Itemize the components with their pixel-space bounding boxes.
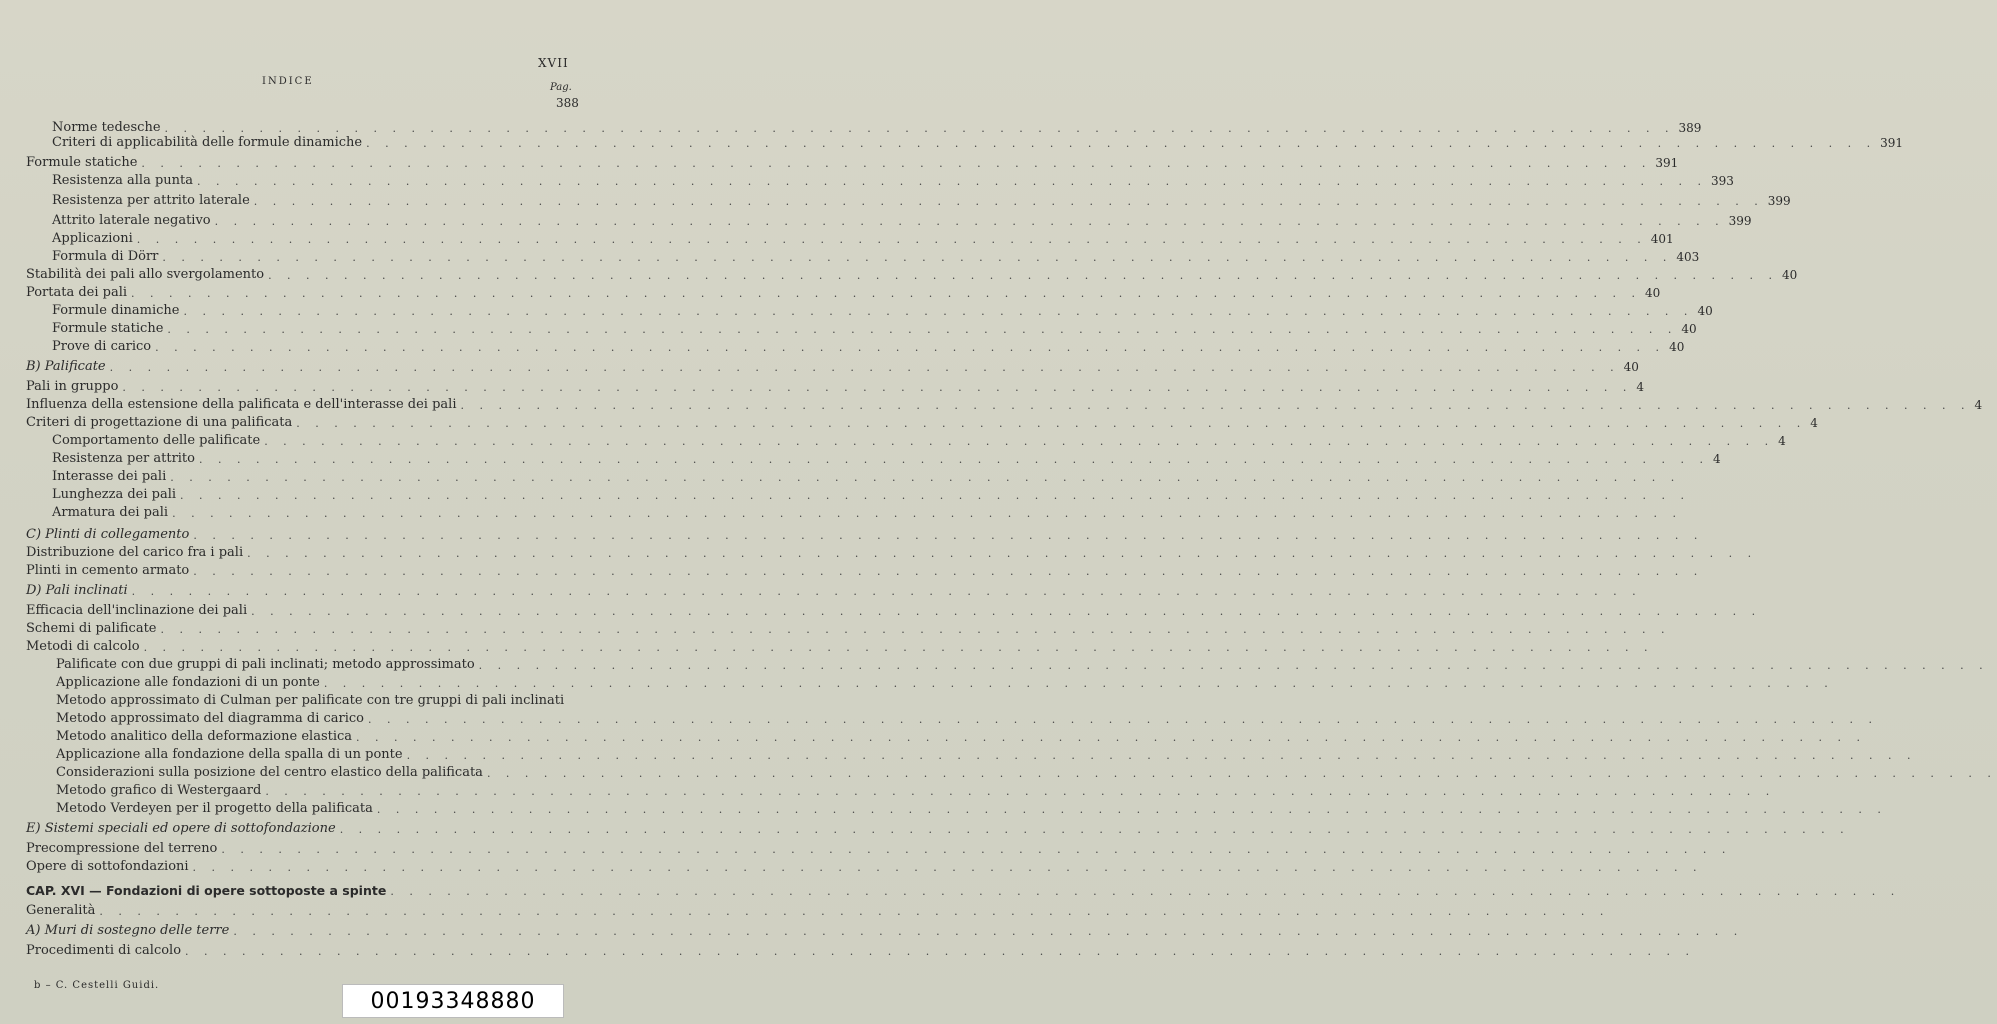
leader-dots: . . . . . . . . . . . . . . . . . . . . . . . . . . . . . . . . . . . . . . . . . . . . . . . . . . . . . . . . . . . . . . . . . . . . . . . . . . . . . . . . bbox=[183, 305, 1694, 318]
leader-dots: . . . . . . . . . . . . . . . . . . . . . . . . . . . . . . . . . . . . . . . . . . . . . . . . . . . . . . . . . . . . . . . . . . . . . . . . . . . . . . . . bbox=[253, 195, 1764, 208]
leader-dots: . . . . . . . . . . . . . . . . . . . . . . . . . . . . . . . . . . . . . . . . . . . . . . . . . . . . . . . . . . . . . . . . . . . . . . . . . . . . . . . . bbox=[390, 885, 1901, 898]
catalog-number-label: 00193348880 bbox=[342, 984, 564, 1018]
toc-entry-title: Metodo Verdeyen per il progetto della palificata bbox=[56, 801, 373, 816]
leader-dots: . . . . . . . . . . . . . . . . . . . . . . . . . . . . . . . . . . . . . . . . . . . . . . . . . . . . . . . . . . . . . . . . . . . . . . . . . . . . . . . . bbox=[170, 471, 1681, 484]
toc-entry-title: Attrito laterale negativo bbox=[52, 213, 211, 228]
toc-entry-page: 40 bbox=[1782, 268, 1798, 282]
toc-entry-title: Prove di carico bbox=[52, 339, 152, 354]
toc-entry bbox=[26, 880, 1901, 898]
toc-entry bbox=[26, 636, 1654, 654]
leader-dots: . . . . . . . . . . . . . . . . . . . . . . . . . . . . . . . . . . . . . . . . . . . . . . . . . . . . . . . . . . . . . . . . . . . . . . . . . . . . . . . . bbox=[180, 489, 1691, 502]
leader-dots: . . . . . . . . . . . . . . . . . . . . . . . . . . . . . . . . . . . . . . . . . . . . . . . . . . . . . . . . . . . . . . . . . . . . . . . . . . . . . . . . bbox=[247, 547, 1758, 560]
leader-dots: . . . . . . . . . . . . . . . . . . . . . . . . . . . . . . . . . . . . . . . . . . . . . . . . . . . . . . . . . . . . . . . . . . . . . . . . . . . . . . . . bbox=[268, 269, 1779, 282]
toc-entry-title: Pali in gruppo bbox=[26, 379, 119, 394]
toc-entry bbox=[26, 900, 1610, 918]
toc-entry-title: Opere di sottofondazioni bbox=[26, 859, 189, 874]
leader-dots: . . . . . . . . . . . . . . . . . . . . . . . . . . . . . . . . . . . . . . . . . . . . . . . . . . . . . . . . . . . . . . . . . . . . . . . . . . . . . . . . bbox=[162, 251, 1673, 264]
leader-dots: . . . . . . . . . . . . . . . . . . . . . . . . . . . . . . . . . . . . . . . . . . . . . . . . . . . . . . . . . . . . . . . . . . . . . . . . . . . . . . . . bbox=[131, 287, 1642, 300]
leader-dots: . . . . . . . . . . . . . . . . . . . . . . . . . . . . . . . . . . . . . . . . . . . . . . . . . . . . . . . . . . . . . . . . . . . . . . . . . . . . . . . . bbox=[172, 507, 1683, 520]
page-number: XVII bbox=[538, 56, 569, 70]
toc-entry-title: Metodo grafico di Westergaard bbox=[56, 783, 262, 798]
toc-entry-page: 391 bbox=[1880, 136, 1903, 150]
toc-entry bbox=[52, 336, 1685, 354]
leader-dots: . . . . . . . . . . . . . . . . . . . . . . . . . . . . . . . . . . . . . . . . . . . . . . . . . . . . . . . . . . . . . . . . . . . . . . . . . . . . . . . . bbox=[251, 605, 1762, 618]
toc-entry bbox=[56, 798, 1887, 816]
toc-entry bbox=[52, 448, 1721, 466]
toc-entry bbox=[26, 152, 1679, 170]
toc-entry-title: Portata dei pali bbox=[26, 285, 128, 300]
leader-dots: . . . . . . . . . . . . . . . . . . . . . . . . . . . . . . . . . . . . . . . . . . . . . . . . . . . . . . . . . . . . . . . . . . . . . . . . . . . . . . . . bbox=[214, 215, 1725, 228]
leader-dots: . . . . . . . . . . . . . . . . . . . . . . . . . . . . . . . . . . . . . . . . . . . . . . . . . . . . . . . . . . . . . . . . . . . . . . . . . . . . . . . . bbox=[155, 341, 1666, 354]
toc-entry bbox=[52, 430, 1786, 448]
toc-entry bbox=[26, 542, 1758, 560]
toc-entry-title: Metodo analitico della deformazione elastica bbox=[56, 729, 353, 744]
toc-entry-page: 4 bbox=[1974, 398, 1983, 412]
leader-dots: . . . . . . . . . . . . . . . . . . . . . . . . . . . . . . . . . . . . . . . . . . . . . . . . . . . . . . . . . . . . . . . . . . . . . . . . . . . . . . . . bbox=[376, 803, 1887, 816]
leader-dots: . . . . . . . . . . . . . . . . . . . . . . . . . . . . . . . . . . . . . . . . . . . . . . . . . . . . . . . . . . . . . . . . . . . . . . . . . . . . . . . . bbox=[143, 641, 1654, 654]
leader-dots: . . . . . . . . . . . . . . . . . . . . . . . . . . . . . . . . . . . . . . . . . . . . . . . . . . . . . . . . . . . . . . . . . . . . . . . . . . . . . . . . bbox=[366, 137, 1877, 150]
toc-entry bbox=[26, 524, 1704, 542]
toc-entry-title: Procedimenti di calcolo bbox=[26, 943, 182, 958]
toc-entry-page: 4 bbox=[1810, 416, 1818, 430]
toc-entry bbox=[56, 672, 1834, 690]
toc-entry-title: Distribuzione del carico fra i pali bbox=[26, 545, 244, 560]
toc-entry-page: 403 bbox=[1676, 250, 1700, 264]
toc-entry-title: Metodo approssimato del diagramma di carico bbox=[56, 711, 365, 726]
leader-dots: . . . . . . . . . . . . . . . . . . . . . . . . . . . . . . . . . . . . . . . . . . . . . . . . . . . . . . . . . . . . . . . . . . . . . . . . . . . . . . . . bbox=[160, 623, 1671, 636]
toc-entry-page: 40 bbox=[1697, 304, 1713, 318]
toc-entry bbox=[56, 780, 1776, 798]
toc-entry-title: Considerazioni sulla posizione del centro elastico della palificata bbox=[56, 765, 483, 780]
toc-entry bbox=[26, 560, 1704, 578]
toc-entry-page: 4 bbox=[1778, 434, 1786, 448]
toc-entry-title: Formule statiche bbox=[26, 155, 138, 170]
leader-dots: . . . . . . . . . . . . . . . . . . . . . . . . . . . . . . . . . . . . . . . . . . . . . . . . . . . . . . . . . . . . . . . . . . . . . . . . . . . . . . . . bbox=[192, 861, 1703, 874]
toc-entry bbox=[26, 356, 1639, 374]
leader-dots: . . . . . . . . . . . . . . . . . . . . . . . . . . . . . . . . . . . . . . . . . . . . . . . . . . . . . . . . . . . . . . . . . . . . . . . . . . . . . . . . bbox=[296, 417, 1807, 430]
toc-entry bbox=[26, 838, 1732, 856]
toc-entry bbox=[26, 376, 1645, 394]
leader-dots: . . . . . . . . . . . . . . . . . . . . . . . . . . . . . . . . . . . . . . . . . . . . . . . . . . . . . . . . . . . . . . . . . . . . . . . . . . . . . . . . bbox=[460, 399, 1971, 412]
leader-dots: . . . . . . . . . . . . . . . . . . . . . . . . . . . . . . . . . . . . . . . . . . . . . . . . . . . . . . . . . . . . . . . . . . . . . . . . . . . . . . . . bbox=[199, 453, 1709, 466]
leader-dots: . . . . . . . . . . . . . . . . . . . . . . . . . . . . . . . . . . . . . . . . . . . . . . . . . . . . . . . . . . . . . . . . . . . . . . . . . . . . . . . . bbox=[185, 945, 1696, 958]
leader-dots: . . . . . . . . . . . . . . . . . . . . . . . . . . . . . . . . . . . . . . . . . . . . . . . . . . . . . . . . . . . . . . . . . . . . . . . . . . . . . . . . bbox=[141, 157, 1652, 170]
toc-entry-title: Armatura dei pali bbox=[52, 505, 169, 520]
toc-entry-page: 388 bbox=[556, 96, 579, 110]
toc-entry-title: A) Muri di sostegno delle terre bbox=[26, 923, 230, 938]
toc-entry-page: 393 bbox=[1710, 174, 1734, 188]
toc-entry bbox=[52, 466, 1681, 484]
toc-entry-title: Applicazione alla fondazione della spalla di un ponte bbox=[56, 747, 403, 762]
toc-entry bbox=[52, 132, 1903, 150]
toc-entry-title: Efficacia dell'inclinazione dei pali bbox=[26, 603, 248, 618]
toc-entry bbox=[52, 484, 1691, 502]
toc-entry-title: Resistenza per attrito laterale bbox=[52, 193, 250, 208]
toc-entry bbox=[52, 300, 1713, 318]
leader-dots: . . . . . . . . . . . . . . . . . . . . . . . . . . . . . . . . . . . . . . . . . . . . . . . . . . . . . . . . . . . . . . . . . . . . . . . . . . . . . . . . bbox=[109, 361, 1620, 374]
leader-dots: . . . . . . . . . . . . . . . . . . . . . . . . . . . . . . . . . . . . . . . . . . . . . . . . . . . . . . . . . . . . . . . . . . . . . . . . . . . . . . . . bbox=[167, 323, 1678, 336]
toc-entry bbox=[52, 502, 1683, 520]
toc-entry-title: B) Palificate bbox=[26, 359, 106, 374]
toc-entry bbox=[56, 726, 1866, 744]
leader-dots: . . . . . . . . . . . . . . . . . . . . . . . . . . . . . . . . . . . . . . . . . . . . . . . . . . . . . . . . . . . . . . . . . . . . . . . . . . . . . . . . bbox=[122, 381, 1633, 394]
toc-entry-title: Precompressione del terreno bbox=[26, 841, 218, 856]
toc-entry-title: Formula di Dörr bbox=[52, 249, 159, 264]
toc-entry-page: 40 bbox=[1681, 322, 1697, 336]
toc-entry bbox=[56, 744, 1917, 762]
toc-entry bbox=[52, 170, 1734, 188]
toc-entry-page: 399 bbox=[1767, 194, 1791, 208]
toc-entry bbox=[26, 818, 1850, 836]
toc-entry-title: Applicazioni bbox=[52, 231, 133, 246]
toc-entry bbox=[52, 318, 1697, 336]
toc-entry-page: 40 bbox=[1623, 360, 1639, 374]
toc-entry-title: Criteri di progettazione di una palificata bbox=[26, 415, 293, 430]
toc-entry bbox=[556, 92, 579, 110]
toc-entry bbox=[26, 394, 1983, 412]
leader-dots: . . . . . . . . . . . . . . . . . . . . . . . . . . . . . . . . . . . . . . . . . . . . . . . . . . . . . . . . . . . . . . . . . . . . . . . . . . . . . . . . bbox=[197, 175, 1707, 188]
toc-entry-page: 401 bbox=[1650, 232, 1674, 246]
leader-dots: . . . . . . . . . . . . . . . . . . . . . . . . . . . . . . . . . . . . . . . . . . . . . . . . . . . . . . . . . . . . . . . . . . . . . . . . . . . . . . . . bbox=[356, 731, 1866, 744]
toc-entry bbox=[56, 690, 570, 708]
leader-dots: . . . . . . . . . . . . . . . . . . . . . . . . . . . . . . . . . . . . . . . . . . . . . . . . . . . . . . . . . . . . . . . . . . . . . . . . . . . . . . . . bbox=[233, 925, 1744, 938]
toc-entry-title: Formule dinamiche bbox=[52, 303, 180, 318]
toc-entry bbox=[56, 708, 1878, 726]
leader-dots: . . . . . . . . . . . . . . . . . . . . . . . . . . . . . . . . . . . . . . . . . . . . . . . . . . . . . . . . . . . . . . . . . . . . . . . . . . . . . . . . bbox=[221, 843, 1732, 856]
toc-entry-title: D) Pali inclinati bbox=[26, 583, 128, 598]
toc-entry-title: Comportamento delle palificate bbox=[52, 433, 261, 448]
toc-entry-title: Stabilità dei pali allo svergolamento bbox=[26, 267, 265, 282]
toc-entry-title: Metodi di calcolo bbox=[26, 639, 140, 654]
toc-entry bbox=[56, 654, 1989, 672]
footer-signature: b – C. Cestelli Guidi. bbox=[34, 980, 160, 991]
toc-entry-page: 4 bbox=[1712, 452, 1721, 466]
toc-entry-title: Norme tedesche bbox=[52, 120, 161, 135]
toc-entry-page: 40 bbox=[1669, 340, 1685, 354]
toc-entry-title: C) Plinti di collegamento bbox=[26, 527, 190, 542]
running-title: INDICE bbox=[262, 76, 314, 87]
toc-entry bbox=[56, 762, 1997, 780]
toc-entry-title: Criteri di applicabilità delle formule dinamiche bbox=[52, 135, 363, 150]
toc-entry bbox=[26, 618, 1671, 636]
leader-dots: . . . . . . . . . . . . . . . . . . . . . . . . . . . . . . . . . . . . . . . . . . . . . . . . . . . . . . . . . . . . . . . . . . . . . . . . . . . . . . . . bbox=[339, 823, 1850, 836]
toc-entry-title: Formule statiche bbox=[52, 321, 164, 336]
toc-entry-title: Palificate con due gruppi di pali inclinati; metodo approssimato bbox=[56, 657, 475, 672]
toc-entry bbox=[26, 580, 1642, 598]
toc-entry-page: 399 bbox=[1728, 214, 1752, 228]
toc-entry bbox=[52, 246, 1700, 264]
toc-entry-title: Applicazione alle fondazioni di un ponte bbox=[56, 675, 320, 690]
leader-dots: . . . . . . . . . . . . . . . . . . . . . . . . . . . . . . . . . . . . . . . . . . . . . . . . . . . . . . . . . . . . . . . . . . . . . . . . . . . . . . . . bbox=[265, 785, 1776, 798]
leader-dots: . . . . . . . . . . . . . . . . . . . . . . . . . . . . . . . . . . . . . . . . . . . . . . . . . . . . . . . . . . . . . . . . . . . . . . . . . . . . . . . . bbox=[193, 565, 1704, 578]
toc-entry-title: Resistenza per attrito bbox=[52, 451, 195, 466]
toc-entry-page: 4 bbox=[1636, 380, 1645, 394]
leader-dots: . . . . . . . . . . . . . . . . . . . . . . . . . . . . . . . . . . . . . . . . . . . . . . . . . . . . . . . . . . . . . . . . . . . . . . . . . . . . . . . . bbox=[136, 233, 1647, 246]
toc-entry-title: Resistenza alla punta bbox=[52, 173, 193, 188]
toc-entry-page: 40 bbox=[1645, 286, 1661, 300]
toc-entry bbox=[26, 282, 1661, 300]
toc-entry-title: Plinti in cemento armato bbox=[26, 563, 190, 578]
toc-entry bbox=[52, 228, 1674, 246]
pag-column-label: Pag. bbox=[550, 82, 572, 93]
toc-entry bbox=[26, 940, 1696, 958]
leader-dots: . . . . . . . . . . . . . . . . . . . . . . . . . . . . . . . . . . . . . . . . . . . . . . . . . . . . . . . . . . . . . . . . . . . . . . . . . . . . . . . . bbox=[406, 749, 1917, 762]
leader-dots: . . . . . . . . . . . . . . . . . . . . . . . . . . . . . . . . . . . . . . . . . . . . . . . . . . . . . . . . . . . . . . . . . . . . . . . . . . . . . . . . bbox=[486, 767, 1997, 780]
leader-dots: . . . . . . . . . . . . . . . . . . . . . . . . . . . . . . . . . . . . . . . . . . . . . . . . . . . . . . . . . . . . . . . . . . . . . . . . . . . . . . . . bbox=[164, 122, 1675, 135]
toc-entry-page: 389 bbox=[1678, 121, 1702, 135]
leader-dots: . . . . . . . . . . . . . . . . . . . . . . . . . . . . . . . . . . . . . . . . . . . . . . . . . . . . . . . . . . . . . . . . . . . . . . . . . . . . . . . . bbox=[131, 585, 1642, 598]
leader-dots: . . . . . . . . . . . . . . . . . . . . . . . . . . . . . . . . . . . . . . . . . . . . . . . . . . . . . . . . . . . . . . . . . . . . . . . . . . . . . . . . bbox=[478, 659, 1989, 672]
toc-entry bbox=[26, 600, 1762, 618]
leader-dots: . . . . . . . . . . . . . . . . . . . . . . . . . . . . . . . . . . . . . . . . . . . . . . . . . . . . . . . . . . . . . . . . . . . . . . . . . . . . . . . . bbox=[323, 677, 1834, 690]
toc-entry bbox=[26, 856, 1703, 874]
leader-dots: . . . . . . . . . . . . . . . . . . . . . . . . . . . . . . . . . . . . . . . . . . . . . . . . . . . . . . . . . . . . . . . . . . . . . . . . . . . . . . . . bbox=[99, 905, 1610, 918]
toc-entry-title: Interasse dei pali bbox=[52, 469, 167, 484]
toc-entry-page: 391 bbox=[1655, 156, 1679, 170]
leader-dots: . . . . . . . . . . . . . . . . . . . . . . . . . . . . . . . . . . . . . . . . . . . . . . . . . . . . . . . . . . . . . . . . . . . . . . . . . . . . . . . . bbox=[193, 529, 1704, 542]
toc-entry bbox=[52, 210, 1752, 228]
toc-entry-title: Influenza della estensione della palificata e dell'interasse dei pali bbox=[26, 397, 457, 412]
toc-entry bbox=[52, 190, 1791, 208]
toc-entry bbox=[26, 412, 1818, 430]
toc-entry-title: Lunghezza dei pali bbox=[52, 487, 177, 502]
toc-entry-title: Generalità bbox=[26, 903, 96, 918]
toc-entry-title: CAP. XVI — Fondazioni di opere sottoposte a spinte bbox=[26, 883, 387, 898]
toc-entry bbox=[26, 264, 1798, 282]
leader-dots: . . . . . . . . . . . . . . . . . . . . . . . . . . . . . . . . . . . . . . . . . . . . . . . . . . . . . . . . . . . . . . . . . . . . . . . . . . . . . . . . bbox=[264, 435, 1775, 448]
leader-dots: . . . . . . . . . . . . . . . . . . . . . . . . . . . . . . . . . . . . . . . . . . . . . . . . . . . . . . . . . . . . . . . . . . . . . . . . . . . . . . . . bbox=[368, 713, 1878, 726]
toc-entry-title: E) Sistemi speciali ed opere di sottofondazione bbox=[26, 821, 336, 836]
toc-entry-title: Schemi di palificate bbox=[26, 621, 157, 636]
toc-entry-title: Metodo approssimato di Culman per palificate con tre gruppi di pali inclinati bbox=[56, 693, 565, 708]
toc-entry bbox=[26, 920, 1744, 938]
